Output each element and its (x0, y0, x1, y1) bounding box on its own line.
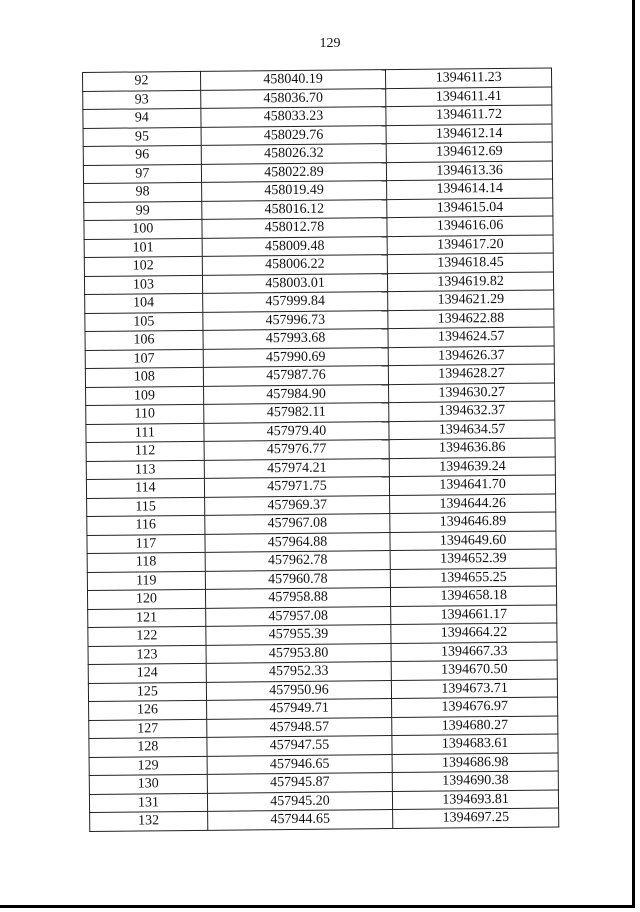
point-number-cell: 125 (88, 682, 206, 702)
y-coordinate-cell: 1394618.45 (387, 253, 553, 273)
x-coordinate-cell: 457950.96 (206, 680, 392, 700)
x-coordinate-cell: 457990.69 (203, 347, 389, 367)
x-coordinate-cell: 457987.76 (203, 366, 389, 386)
point-number-cell: 115 (87, 497, 205, 517)
x-coordinate-cell: 458019.49 (201, 181, 387, 201)
point-number-cell: 118 (87, 552, 205, 572)
x-coordinate-cell: 457971.75 (204, 477, 390, 497)
y-coordinate-cell: 1394664.22 (391, 623, 557, 643)
x-coordinate-cell: 457976.77 (204, 440, 390, 460)
point-number-cell: 119 (87, 571, 205, 591)
point-number-cell: 127 (89, 719, 207, 739)
x-coordinate-cell: 457962.78 (205, 551, 391, 571)
y-coordinate-cell: 1394613.36 (387, 160, 553, 180)
y-coordinate-cell: 1394661.17 (391, 604, 557, 624)
x-coordinate-cell: 457993.68 (203, 329, 389, 349)
y-coordinate-cell: 1394658.18 (391, 586, 557, 606)
point-number-cell: 106 (85, 330, 203, 350)
point-number-cell: 102 (84, 256, 202, 276)
y-coordinate-cell: 1394690.38 (392, 771, 558, 791)
point-number-cell: 101 (84, 238, 202, 258)
x-coordinate-cell: 458033.23 (201, 107, 387, 127)
point-number-cell: 105 (85, 312, 203, 332)
x-coordinate-cell: 457947.55 (207, 736, 393, 756)
x-coordinate-cell: 457964.88 (205, 532, 391, 552)
x-coordinate-cell: 457946.65 (207, 754, 393, 774)
y-coordinate-cell: 1394612.69 (386, 142, 552, 162)
point-number-cell: 99 (84, 201, 202, 221)
point-number-cell: 98 (84, 182, 202, 202)
point-number-cell: 126 (89, 700, 207, 720)
table-row (90, 808, 559, 831)
x-coordinate-cell: 457945.20 (207, 791, 393, 811)
y-coordinate-cell: 1394683.61 (392, 734, 558, 754)
point-number-cell: 114 (86, 478, 204, 498)
x-coordinate-cell: 457952.33 (206, 662, 392, 682)
x-coordinate-cell: 458026.32 (201, 144, 387, 164)
x-coordinate-cell: 457955.39 (206, 625, 392, 645)
y-coordinate-cell: 1394680.27 (392, 715, 558, 735)
x-coordinate-cell: 458029.76 (201, 125, 387, 145)
point-number-cell: 97 (83, 164, 201, 184)
coordinate-table (82, 67, 559, 831)
point-number-cell: 112 (86, 441, 204, 461)
x-coordinate-cell: 457953.80 (206, 643, 392, 663)
point-number-cell: 116 (87, 515, 205, 535)
point-number-cell: 103 (84, 275, 202, 295)
point-number-cell: 130 (89, 774, 207, 794)
y-coordinate-cell: 1394628.27 (389, 364, 555, 384)
y-coordinate-cell: 1394611.23 (386, 68, 552, 88)
point-number-cell: 107 (85, 349, 203, 369)
y-coordinate-cell: 1394646.89 (390, 512, 556, 532)
x-coordinate-cell: 457996.73 (203, 310, 389, 330)
y-coordinate-cell: 1394626.37 (388, 345, 554, 365)
y-coordinate-cell: 1394630.27 (389, 382, 555, 402)
y-coordinate-cell: 1394686.98 (392, 752, 558, 772)
x-coordinate-cell: 457974.21 (204, 458, 390, 478)
y-coordinate-cell: 1394636.86 (389, 438, 555, 458)
point-number-cell: 129 (89, 756, 207, 776)
point-number-cell: 123 (88, 645, 206, 665)
y-coordinate-cell: 1394614.14 (387, 179, 553, 199)
x-coordinate-cell: 458006.22 (202, 255, 388, 275)
y-coordinate-cell: 1394639.24 (389, 456, 555, 476)
x-coordinate-cell: 458012.78 (202, 218, 388, 238)
y-coordinate-cell: 1394622.88 (388, 308, 554, 328)
y-coordinate-cell: 1394649.60 (390, 530, 556, 550)
point-number-cell: 110 (86, 404, 204, 424)
point-number-cell: 122 (88, 626, 206, 646)
x-coordinate-cell: 458036.70 (200, 88, 386, 108)
x-coordinate-cell: 457984.90 (203, 384, 389, 404)
point-number-cell: 117 (87, 534, 205, 554)
point-number-cell: 104 (85, 293, 203, 313)
point-number-cell: 131 (89, 793, 207, 813)
point-number-cell: 120 (87, 589, 205, 609)
y-coordinate-cell: 1394611.41 (386, 86, 552, 106)
y-coordinate-cell: 1394612.14 (386, 123, 552, 143)
y-coordinate-cell: 1394673.71 (392, 678, 558, 698)
x-coordinate-cell: 457948.57 (207, 717, 393, 737)
x-coordinate-cell: 458009.48 (202, 236, 388, 256)
y-coordinate-cell: 1394641.70 (390, 475, 556, 495)
y-coordinate-cell: 1394693.81 (393, 789, 559, 809)
point-number-cell: 132 (90, 811, 208, 831)
x-coordinate-cell: 457969.37 (204, 495, 390, 515)
y-coordinate-cell: 1394611.72 (386, 105, 552, 125)
y-coordinate-cell: 1394652.39 (390, 549, 556, 569)
y-coordinate-cell: 1394616.06 (387, 216, 553, 236)
x-coordinate-cell: 457944.65 (207, 810, 393, 830)
y-coordinate-cell: 1394617.20 (387, 234, 553, 254)
point-number-cell: 109 (86, 386, 204, 406)
x-coordinate-cell: 457982.11 (203, 403, 389, 423)
y-coordinate-cell: 1394621.29 (388, 290, 554, 310)
x-coordinate-cell: 458003.01 (202, 273, 388, 293)
point-number-cell: 108 (85, 367, 203, 387)
point-number-cell: 92 (83, 71, 201, 91)
point-number-cell: 121 (88, 608, 206, 628)
x-coordinate-cell: 458016.12 (202, 199, 388, 219)
x-coordinate-cell: 457957.08 (205, 606, 391, 626)
y-coordinate-cell: 1394624.57 (388, 327, 554, 347)
x-coordinate-cell: 458022.89 (201, 162, 387, 182)
point-number-cell: 128 (89, 737, 207, 757)
y-coordinate-cell: 1394644.26 (390, 493, 556, 513)
y-coordinate-cell: 1394615.04 (387, 197, 553, 217)
y-coordinate-cell: 1394697.25 (393, 808, 559, 828)
x-coordinate-cell: 457949.71 (206, 699, 392, 719)
x-coordinate-cell: 457967.08 (205, 514, 391, 534)
y-coordinate-cell: 1394667.33 (391, 641, 557, 661)
y-coordinate-cell: 1394670.50 (391, 660, 557, 680)
point-number-cell: 94 (83, 108, 201, 128)
x-coordinate-cell: 457979.40 (204, 421, 390, 441)
x-coordinate-cell: 457958.88 (205, 588, 391, 608)
y-coordinate-cell: 1394632.37 (389, 401, 555, 421)
point-number-cell: 100 (84, 219, 202, 239)
y-coordinate-cell: 1394634.57 (389, 419, 555, 439)
x-coordinate-cell: 458040.19 (200, 70, 386, 90)
point-number-cell: 93 (83, 90, 201, 110)
point-number-cell: 124 (88, 663, 206, 683)
x-coordinate-cell: 457960.78 (205, 569, 391, 589)
point-number-cell: 113 (86, 460, 204, 480)
page-number: 129 (319, 36, 341, 51)
y-coordinate-cell: 1394655.25 (391, 567, 557, 587)
coordinate-table-body (83, 68, 559, 831)
x-coordinate-cell: 457945.87 (207, 773, 393, 793)
point-number-cell: 111 (86, 423, 204, 443)
y-coordinate-cell: 1394619.82 (388, 271, 554, 291)
x-coordinate-cell: 457999.84 (202, 292, 388, 312)
point-number-cell: 95 (83, 127, 201, 147)
point-number-cell: 96 (83, 145, 201, 165)
y-coordinate-cell: 1394676.97 (392, 697, 558, 717)
